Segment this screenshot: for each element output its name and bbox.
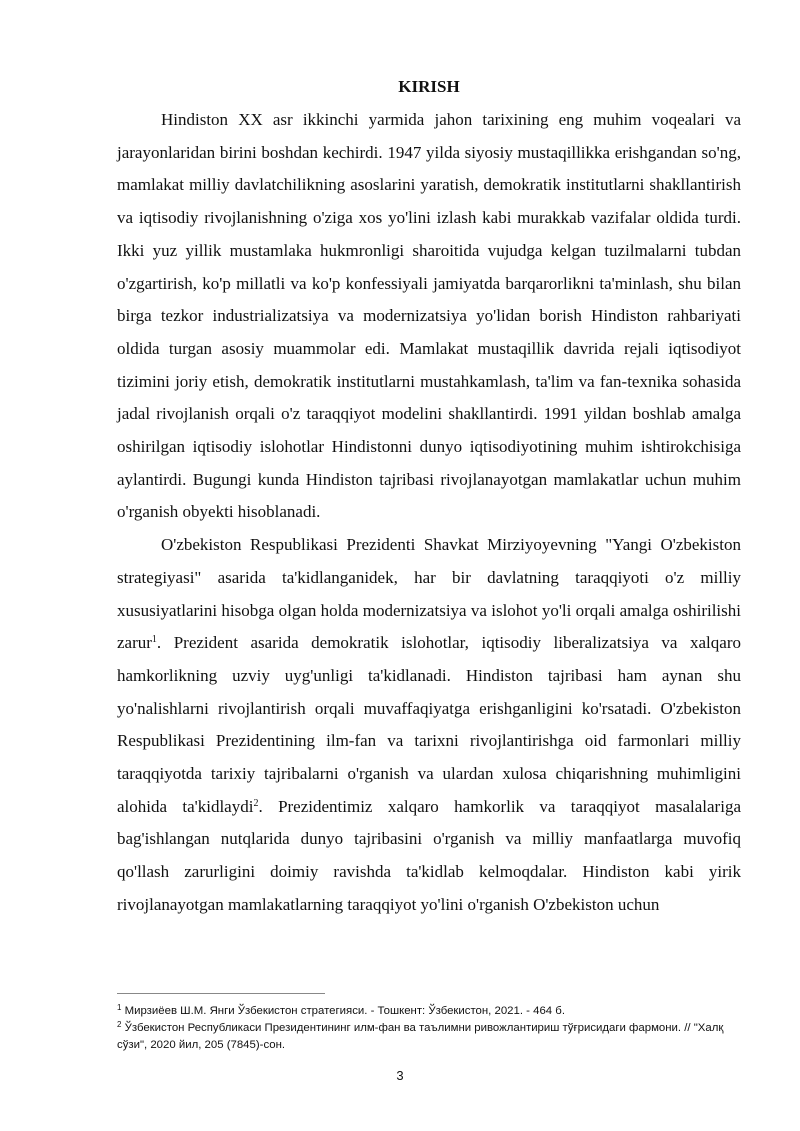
body-text xyxy=(117,104,741,922)
paragraph-text: . Prezident asarida demokratik islohotlar, iqtisodiy liberalizatsiya va xalqaro hamkorlikning uzviy uyg'unligi ta'kidlanadi. Hindiston tajribasi ham aynan shu yo'nalishlarni rivojlantirish orqali muvaffaqiyatga erishganligini ko'rsatadi. O'zbekiston Respublikasi Prezidentining ilm-fan va tarixni rivojlantirishga oid farmonlari milliy taraqqiyotda tarixiy tajribalarni o'rganish va ulardan xulosa chiqarishning muhimligini alohida ta'kidlaydi xyxy=(117,633,741,816)
footnote xyxy=(117,1020,741,1054)
section-heading: KIRISH xyxy=(398,77,460,96)
footnote-text: Ўзбекистон Республикаси Президентининг илм-фан ва таълимни ривожлантириш тўғрисидаги фармони. // "Халқ сўзи", 2020 йил, 205 (7845)-сон. xyxy=(117,1022,724,1051)
footnote-separator xyxy=(117,993,325,994)
paragraph xyxy=(117,529,741,921)
footnote-number: 2 xyxy=(117,1020,122,1029)
paragraph-text: O'zbekiston Respublikasi Prezidenti Shavkat Mirziyoyevning "Yangi O'zbekiston strategiyasi" asarida ta'kidlanganidek, har bir davlatning taraqqiyoti o'z milliy xususiyatlarini hisobga olgan holda modernizatsiya va islohot yo'li orqali amalga oshirilishi zarur xyxy=(117,535,741,653)
footnote-reference[interactable]: 1 xyxy=(151,634,157,646)
paragraph: Hindiston XX asr ikkinchi yarmida jahon tarixining eng muhim voqealari va jarayonlaridan birini boshdan kechirdi. 1947 yilda siyosiy mustaqillikka erishgandan so'ng, mamlakat milliy davlatchilikning asoslarini yaratish, demokratik institutlarni shakllantirish va iqtisodiy rivojlanishning o'ziga xos yo'lini izlash kabi murakkab vazifalar oldida turdi. Ikki yuz yillik mustamlaka hukmronligi sharoitida vujudga kelgan tuzilmalarni tubdan o'zgartirish, ko'p millatli va ko'p konfessiyali jamiyatda barqarorlikni ta'minlash, shu bilan birga tezkor industrializatsiya va modernizatsiya yo'lidan borish Hindiston rahbariyati oldida turgan asosiy muammolar edi. Mamlakat mustaqillik davrida rejali iqtisodiyot tizimini joriy etish, demokratik institutlarni mustahkamlash, ta'lim va fan-texnika sohasida jadal rivojlanish orqali o'z taraqqiyot modelini shakllantirdi. 1991 yildan boshlab amalga oshirilgan iqtisodiy islohotlar Hindistonni dunyo iqtisodiyotining muhim ishtirokchisiga aylantirdi. Bugungi kunda Hindiston tajribasi rivojlanayotgan mamlakatlar uchun muhim o'rganish obyekti hisoblanadi. xyxy=(117,110,741,522)
footnote-number: 1 xyxy=(117,1003,122,1012)
page-number: 3 xyxy=(396,1068,404,1083)
footnote-reference[interactable]: 2 xyxy=(253,797,259,809)
paragraph-text: . Prezidentimiz xalqaro hamkorlik va taraqqiyot masalalariga bag'ishlangan nutqlarida dunyo tajribasini o'rganish va milliy manfaatlarga muvofiq qo'llash zarurligini doimiy ravishda ta'kidlab kelmoqdalar. Hindiston kabi yirik rivojlanayotgan mamlakatlarning taraqqiyot yo'lini o'rganish O'zbekiston uchun xyxy=(117,796,741,914)
footnote xyxy=(117,1003,741,1020)
footnote-text: Мирзиёев Ш.М. Янги Ўзбекистон стратегияси. - Тошкент: Ўзбекистон, 2021. - 464 б. xyxy=(124,1005,565,1017)
footnotes xyxy=(117,1003,741,1054)
